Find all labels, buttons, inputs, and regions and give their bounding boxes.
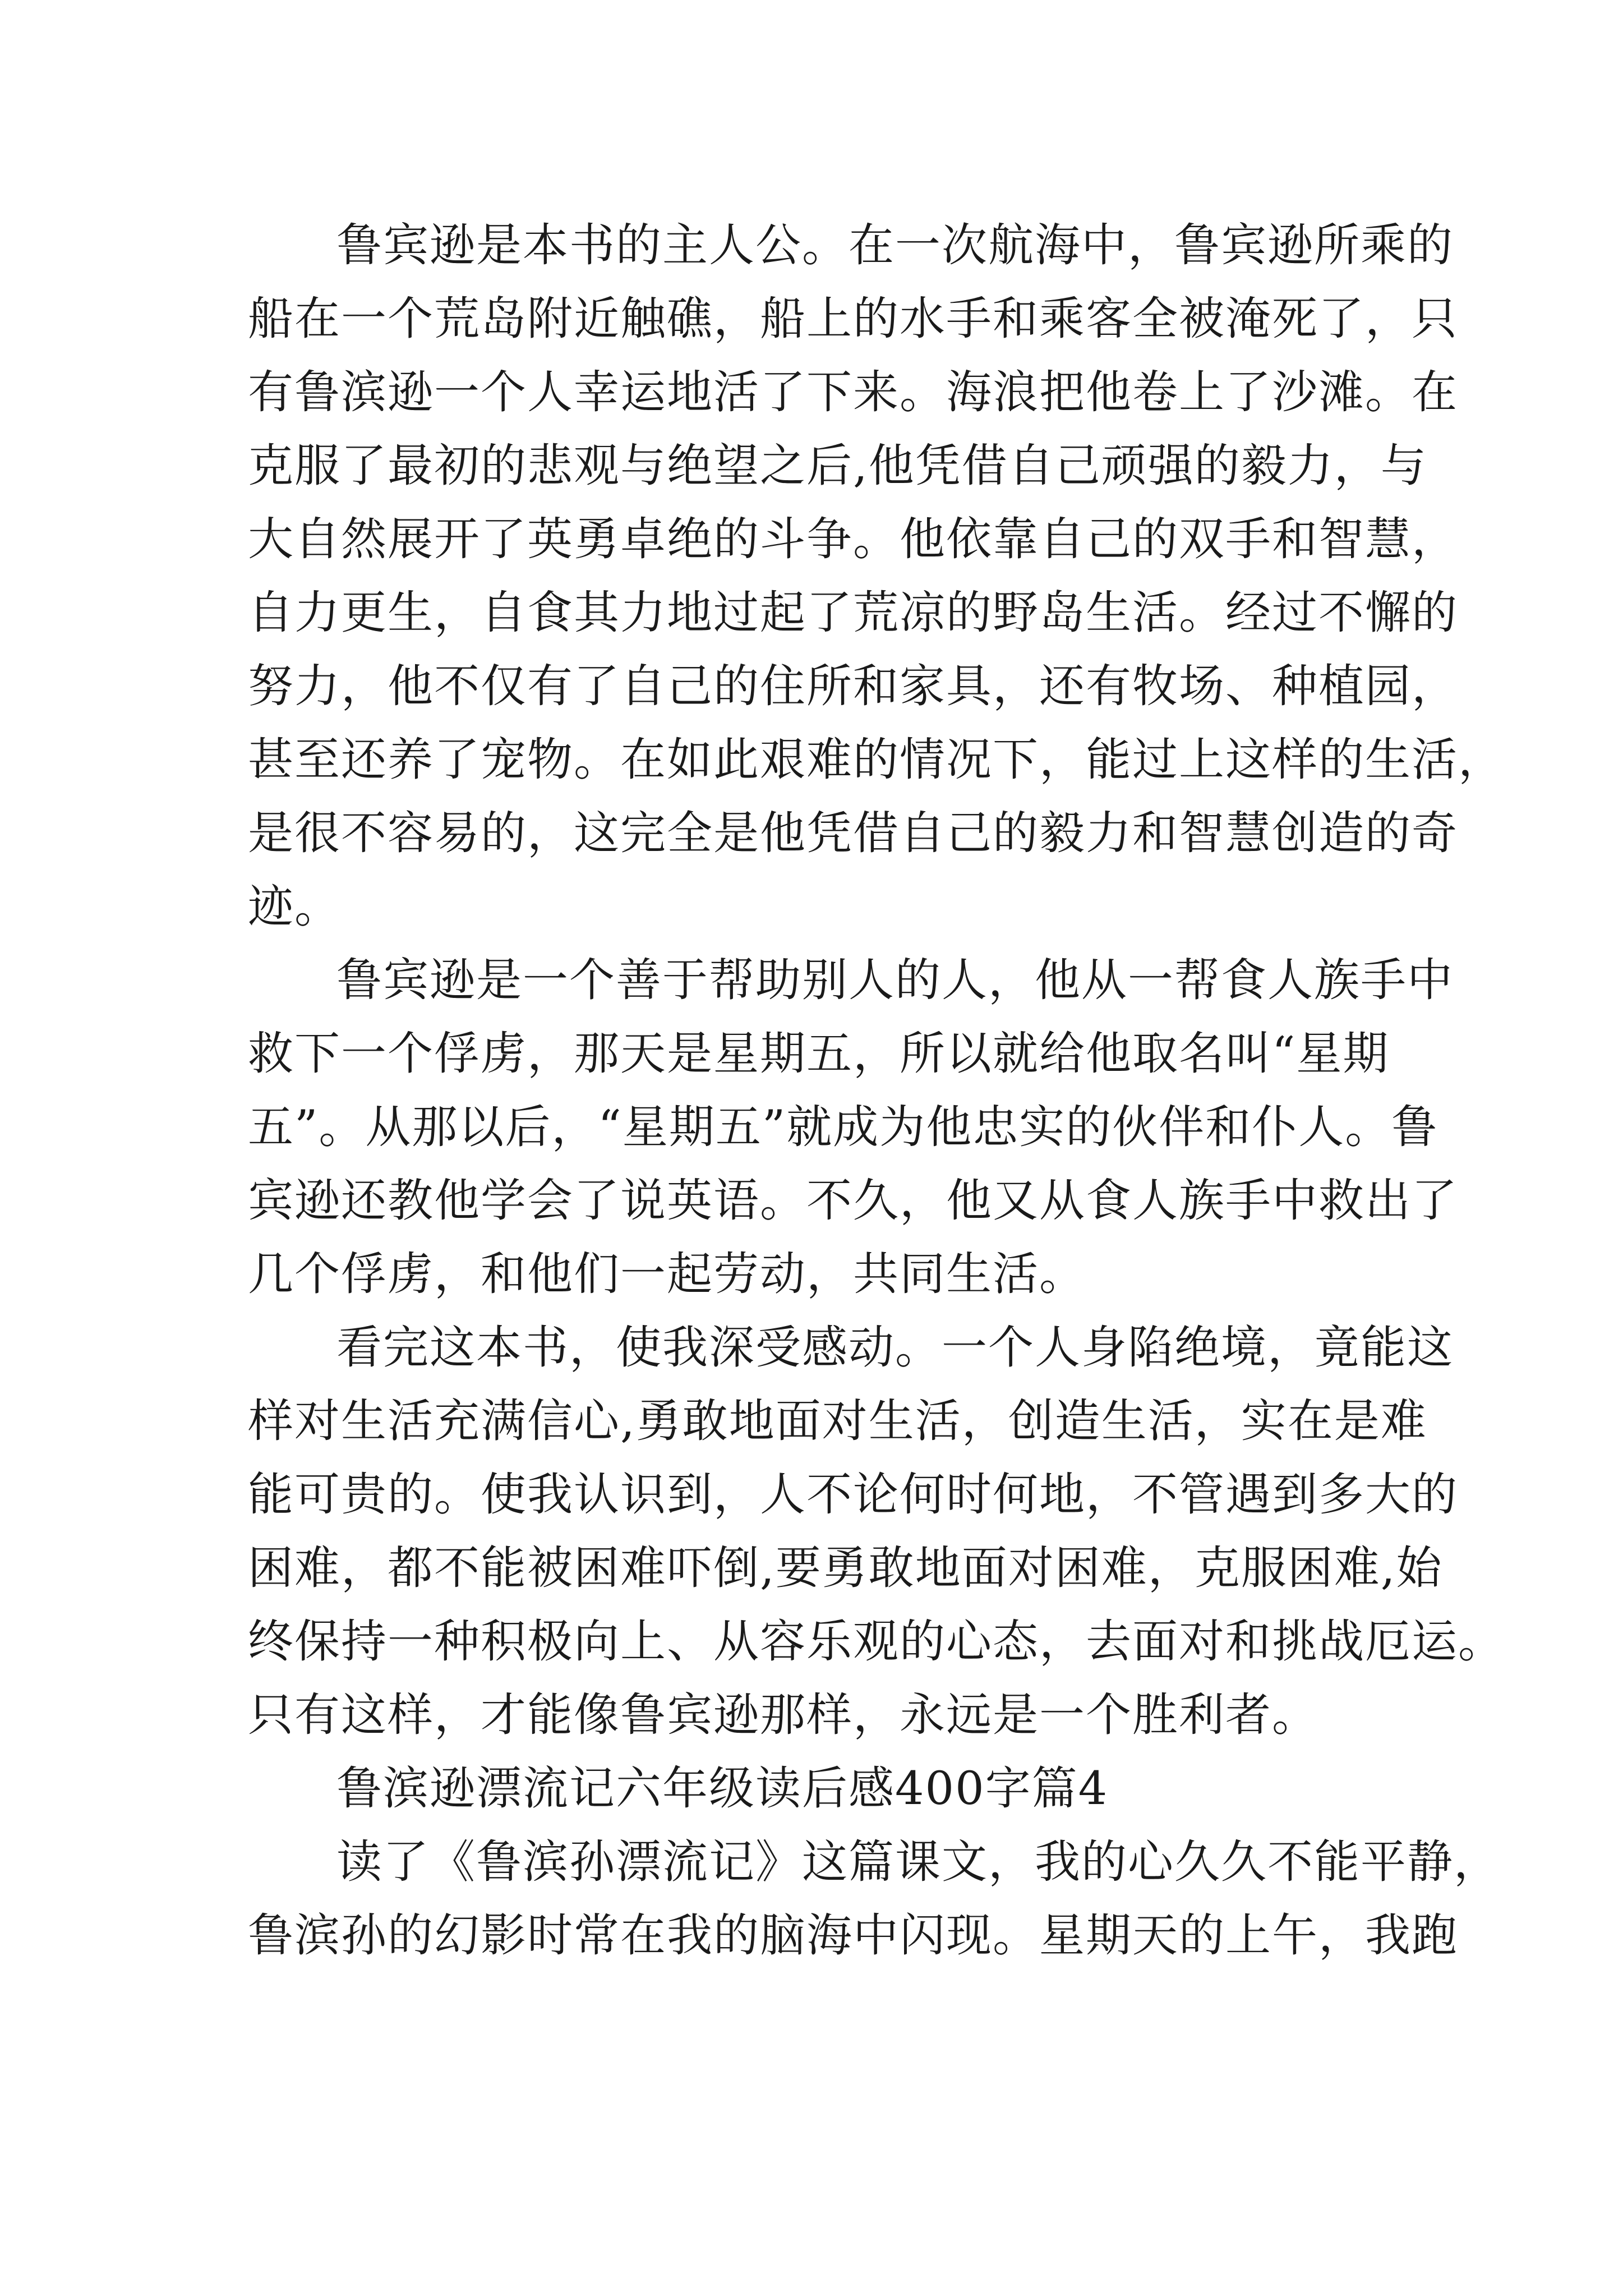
paragraph-1-line-4: 克服了最初的悲观与绝望之后,他凭借自己顽强的毅力，与	[248, 440, 1427, 493]
paragraph-3-line-2: 样对生活充满信心,勇敢地面对生活，创造生活，实在是难	[248, 1395, 1427, 1448]
paragraph-1-line-5: 大自然展开了英勇卓绝的斗争。他依靠自己的双手和智慧，	[248, 513, 1459, 566]
paragraph-1-line-7: 努力，他不仅有了自己的住所和家具，还有牧场、种植园，	[248, 660, 1459, 713]
paragraph-1-line-6: 自力更生，自食其力地过起了荒凉的野岛生活。经过不懈的	[248, 587, 1459, 639]
paragraph-1-line-1: 鲁宾逊是本书的主人公。在一次航海中，鲁宾逊所乘的	[336, 219, 1454, 272]
paragraph-3-line-5: 终保持一种积极向上、从容乐观的心态，去面对和挑战厄运。	[248, 1616, 1505, 1668]
paragraph-2-line-3: 五”。从那以后，“星期五”就成为他忠实的伙伴和仆人。鲁	[248, 1101, 1438, 1154]
paragraph-1-line-9: 是很不容易的，这完全是他凭借自己的毅力和智慧创造的奇	[248, 807, 1459, 860]
paragraph-1-line-2: 船在一个荒岛附近触礁，船上的水手和乘客全被淹死了，只	[248, 293, 1459, 346]
paragraph-3-line-1: 看完这本书，使我深受感动。一个人身陷绝境，竟能这	[336, 1322, 1454, 1374]
paragraph-2-line-4: 宾逊还教他学会了说英语。不久，他又从食人族手中救出了	[248, 1175, 1459, 1227]
section-heading: 鲁滨逊漂流记六年级读后感400字篇4	[336, 1763, 1109, 1815]
paragraph-2-line-5: 几个俘虏，和他们一起劳动，共同生活。	[248, 1248, 1086, 1301]
paragraph-4-line-1: 读了《鲁滨孙漂流记》这篇课文，我的心久久不能平静，	[336, 1836, 1501, 1889]
paragraph-3-line-3: 能可贵的。使我认识到，人不论何时何地，不管遇到多大的	[248, 1469, 1459, 1521]
paragraph-1-line-10: 迹。	[248, 881, 342, 933]
paragraph-2-line-1: 鲁宾逊是一个善于帮助别人的人，他从一帮食人族手中	[336, 954, 1454, 1007]
paragraph-4-line-2: 鲁滨孙的幻影时常在我的脑海中闪现。星期天的上午，我跑	[248, 1910, 1459, 1962]
paragraph-2-line-2: 救下一个俘虏，那天是星期五，所以就给他取名叫“星期	[248, 1028, 1390, 1080]
paragraph-1-line-8: 甚至还养了宠物。在如此艰难的情况下，能过上这样的生活，	[248, 734, 1505, 786]
paragraph-3-line-4: 困难，都不能被困难吓倒,要勇敢地面对困难，克服困难,始	[248, 1542, 1443, 1595]
paragraph-3-line-6: 只有这样，才能像鲁宾逊那样，永远是一个胜利者。	[248, 1689, 1319, 1742]
paragraph-1-line-3: 有鲁滨逊一个人幸运地活了下来。海浪把他卷上了沙滩。在	[248, 366, 1459, 419]
